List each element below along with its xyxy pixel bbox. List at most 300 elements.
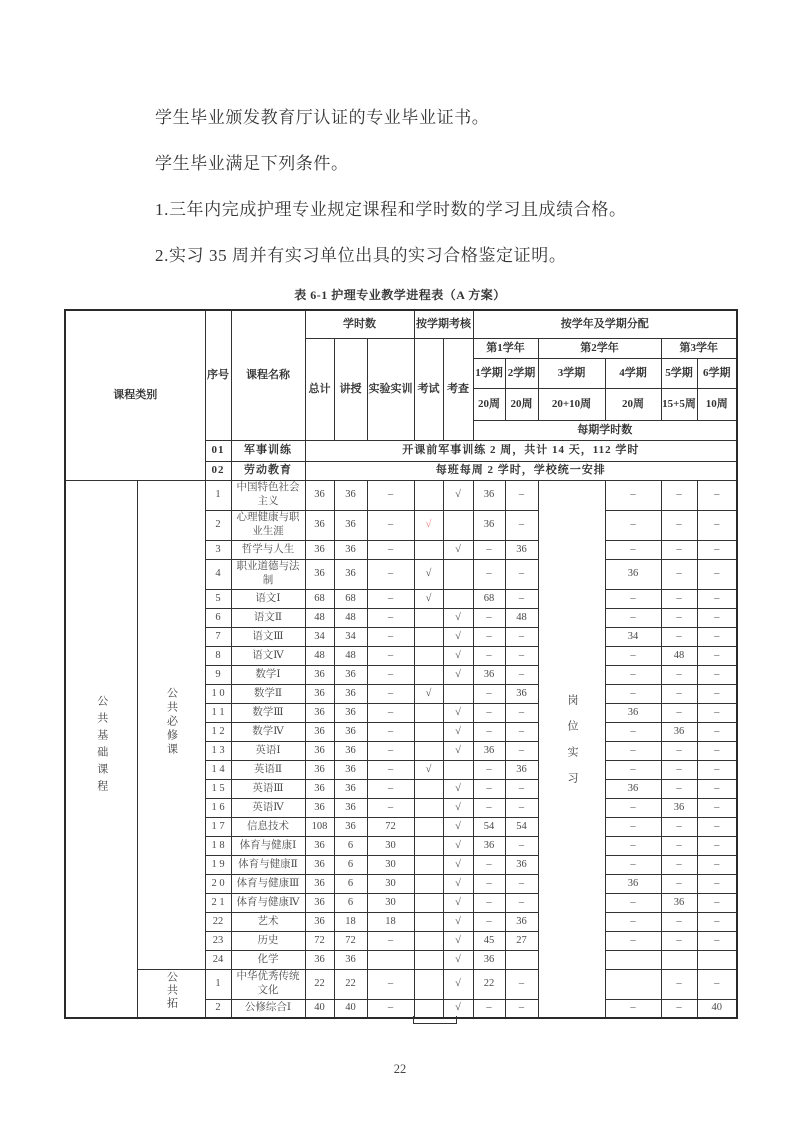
cell-s1: 36 [473,480,505,510]
header-semester-4: 4学期 [605,358,661,388]
cell-lec: 68 [334,589,367,608]
serial-cell: 1 7 [205,817,231,836]
cell-s4: – [605,510,661,540]
page-break-artifact [413,1016,457,1024]
cell-s5: – [661,760,697,779]
header-year-1: 第1学年 [473,338,538,358]
cell-prac: – [367,510,414,540]
header-hours: 学时数 [305,310,414,338]
cell-exam: √ [414,760,443,779]
header-total: 总计 [305,338,334,440]
cell-s2: – [505,722,538,741]
cell-check: √ [443,874,473,893]
cell-s2: – [505,779,538,798]
cell-s6: – [697,703,737,722]
header-check: 考查 [443,338,473,440]
serial-cell: 2 [205,510,231,540]
cell-lec: 36 [334,779,367,798]
cell-s2: – [505,559,538,589]
special-info-cell: 开课前军事训练 2 周，共计 14 天，112 学时 [305,440,737,461]
serial-cell: 22 [205,912,231,931]
cell-s2: – [505,646,538,665]
table-title: 表 6-1 护理专业教学进程表（A 方案） [294,288,506,302]
cell-s2: 48 [505,608,538,627]
serial-cell: 1 4 [205,760,231,779]
serial-cell: 1 6 [205,798,231,817]
cell-s2: – [505,589,538,608]
header-year-2: 第2学年 [538,338,661,358]
category-public-extension-label: 公共拓 [165,971,178,1011]
cell-exam [414,480,443,510]
cell-lec: 6 [334,855,367,874]
header-year-3: 第3学年 [661,338,737,358]
course-row [65,969,737,999]
cell-s4: – [605,931,661,950]
course-name-cell: 公修综合Ⅰ [231,999,305,1018]
serial-cell: 7 [205,627,231,646]
page-number: 22 [393,1062,407,1076]
paragraph-certificate: 学生毕业颁发教育厅认证的专业毕业证书。 [155,108,490,127]
cell-check [443,760,473,779]
cell-s5: – [661,589,697,608]
cell-check: √ [443,912,473,931]
paragraph-conditions: 学生毕业满足下列条件。 [155,154,349,173]
cell-s1: – [473,608,505,627]
cell-s6: 40 [697,999,737,1018]
category-public-required [137,480,205,969]
course-name-cell: 数学Ⅲ [231,703,305,722]
serial-cell: 8 [205,646,231,665]
cell-total: 36 [305,703,334,722]
cell-lec: 36 [334,540,367,559]
cell-check: √ [443,999,473,1018]
cell-s1: – [473,760,505,779]
cell-total: 36 [305,855,334,874]
serial-cell: 23 [205,931,231,950]
cell-s5: 36 [661,893,697,912]
cell-s5: – [661,855,697,874]
cell-s5: – [661,779,697,798]
course-name-cell: 军事训练 [231,440,305,461]
header-semester-6: 6学期 [697,358,737,388]
cell-exam [414,703,443,722]
cell-s1: 54 [473,817,505,836]
cell-prac: 30 [367,893,414,912]
cell-s6 [697,950,737,969]
course-name-cell: 数学Ⅱ [231,684,305,703]
serial-cell: 9 [205,665,231,684]
cell-s4: 36 [605,874,661,893]
cell-s4: – [605,760,661,779]
header-hours-per-term: 每期学时数 [473,420,737,440]
header-weeks-2: 20周 [505,388,538,420]
serial-cell: 5 [205,589,231,608]
header-semester-1: 1学期 [473,358,505,388]
cell-s5: – [661,480,697,510]
cell-total: 36 [305,912,334,931]
cell-exam [414,836,443,855]
category-public-extension [137,969,205,1018]
cell-s5: 48 [661,646,697,665]
cell-s4: – [605,912,661,931]
cell-s1: 36 [473,741,505,760]
serial-cell: 24 [205,950,231,969]
category-public-basic-courses-label: 公共基础课程 [95,695,108,798]
cell-s1: 36 [473,510,505,540]
category-public-basic-courses [65,480,137,1018]
cell-lec: 36 [334,722,367,741]
cell-prac: – [367,540,414,559]
cell-prac: – [367,969,414,999]
cell-s2: – [505,510,538,540]
cell-s6: – [697,608,737,627]
cell-s1: – [473,874,505,893]
course-name-cell: 心理健康与职业生涯 [231,510,305,540]
cell-s1: 36 [473,665,505,684]
cell-lec: 72 [334,931,367,950]
cell-lec: 36 [334,684,367,703]
cell-prac: – [367,665,414,684]
serial-cell: 4 [205,559,231,589]
cell-s1: 36 [473,950,505,969]
cell-s2: – [505,969,538,999]
cell-prac: – [367,646,414,665]
header-weeks-3: 20+10周 [538,388,605,420]
cell-lec: 36 [334,817,367,836]
cell-s4: – [605,855,661,874]
cell-lec: 6 [334,893,367,912]
cell-s1: – [473,684,505,703]
cell-total: 36 [305,722,334,741]
cell-prac: 18 [367,912,414,931]
cell-s6: – [697,931,737,950]
course-name-cell: 中华优秀传统文化 [231,969,305,999]
cell-s5: – [661,510,697,540]
serial-cell: 02 [205,461,231,480]
cell-s6: – [697,646,737,665]
serial-cell: 1 [205,480,231,510]
cell-s1: – [473,893,505,912]
cell-lec: 36 [334,510,367,540]
course-name-cell: 英语Ⅱ [231,760,305,779]
cell-s5: – [661,608,697,627]
cell-total: 48 [305,646,334,665]
cell-exam [414,779,443,798]
course-name-cell: 数学Ⅳ [231,722,305,741]
cell-prac: – [367,741,414,760]
cell-prac: – [367,627,414,646]
serial-cell: 1 [205,969,231,999]
special-info-cell: 每班每周 2 学时，学校统一安排 [305,461,737,480]
cell-s2: – [505,836,538,855]
cell-s2: – [505,798,538,817]
category-public-required-label: 公共必修课 [165,687,178,758]
cell-s6: – [697,760,737,779]
cell-check: √ [443,969,473,999]
paragraph-condition-1: 1.三年内完成护理专业规定课程和学时数的学习且成绩合格。 [155,200,627,219]
cell-s4: – [605,608,661,627]
cell-s2: – [505,874,538,893]
cell-s4: – [605,999,661,1018]
cell-s5: – [661,741,697,760]
cell-lec: 6 [334,874,367,893]
cell-s5: – [661,665,697,684]
cell-check: √ [443,779,473,798]
cell-check: √ [443,608,473,627]
cell-check: √ [443,798,473,817]
cell-s1: – [473,703,505,722]
cell-s6: – [697,874,737,893]
cell-lec: 36 [334,798,367,817]
cell-exam [414,540,443,559]
cell-s4: – [605,893,661,912]
cell-s6: – [697,480,737,510]
course-name-cell: 语文Ⅱ [231,608,305,627]
cell-exam [414,627,443,646]
cell-check: √ [443,836,473,855]
cell-s2 [505,950,538,969]
internship-cell-label: 岗位实习 [566,694,579,799]
cell-s5: 36 [661,722,697,741]
cell-lec: 34 [334,627,367,646]
cell-lec: 36 [334,741,367,760]
cell-s5: – [661,874,697,893]
cell-s5: – [661,559,697,589]
serial-cell: 1 1 [205,703,231,722]
cell-total: 22 [305,969,334,999]
cell-lec: 36 [334,665,367,684]
cell-s6: – [697,741,737,760]
cell-s2: 54 [505,817,538,836]
cell-s4 [605,950,661,969]
cell-prac: – [367,760,414,779]
cell-s2: – [505,741,538,760]
header-weeks-6: 10周 [697,388,737,420]
course-name-cell: 体育与健康Ⅲ [231,874,305,893]
cell-s1: – [473,779,505,798]
cell-prac: – [367,931,414,950]
cell-s5: – [661,931,697,950]
cell-lec: 6 [334,836,367,855]
cell-exam [414,665,443,684]
cell-s5: – [661,684,697,703]
cell-s6: – [697,510,737,540]
serial-cell: 1 5 [205,779,231,798]
course-name-cell: 英语Ⅲ [231,779,305,798]
header-assessment: 按学期考核 [414,310,473,338]
course-name-cell: 体育与健康Ⅱ [231,855,305,874]
cell-s4: – [605,646,661,665]
cell-s2: – [505,665,538,684]
cell-s5: – [661,999,697,1018]
cell-total: 68 [305,589,334,608]
cell-s2: – [505,999,538,1018]
cell-s4: 36 [605,559,661,589]
header-semester-2: 2学期 [505,358,538,388]
serial-cell: 1 8 [205,836,231,855]
cell-prac: – [367,999,414,1018]
course-name-cell: 数学Ⅰ [231,665,305,684]
cell-check: √ [443,893,473,912]
cell-prac: – [367,684,414,703]
cell-s1: – [473,559,505,589]
cell-s4: – [605,722,661,741]
serial-cell: 2 1 [205,893,231,912]
cell-prac [367,950,414,969]
cell-s2: 36 [505,760,538,779]
cell-total: 36 [305,760,334,779]
cell-exam [414,608,443,627]
cell-check: √ [443,665,473,684]
cell-s6: – [697,722,737,741]
course-name-cell: 体育与健康Ⅰ [231,836,305,855]
cell-check: √ [443,741,473,760]
cell-s1: – [473,798,505,817]
cell-lec: 18 [334,912,367,931]
cell-prac: – [367,608,414,627]
cell-s6: – [697,969,737,999]
cell-exam: √ [414,559,443,589]
cell-check [443,589,473,608]
cell-s5 [661,950,697,969]
cell-s4: – [605,798,661,817]
course-name-cell: 艺术 [231,912,305,931]
cell-s5: – [661,703,697,722]
cell-s4: 36 [605,703,661,722]
cell-s5: – [661,912,697,931]
course-name-cell: 职业道德与法制 [231,559,305,589]
header-practice: 实验实训 [367,338,414,440]
cell-lec: 36 [334,480,367,510]
cell-check [443,684,473,703]
cell-s6: – [697,893,737,912]
cell-exam: √ [414,510,443,540]
header-semester-5: 5学期 [661,358,697,388]
cell-check: √ [443,703,473,722]
cell-prac: – [367,559,414,589]
serial-cell: 3 [205,540,231,559]
cell-lec: 48 [334,608,367,627]
cell-s2: 36 [505,912,538,931]
cell-s6: – [697,589,737,608]
cell-s4: 34 [605,627,661,646]
cell-s1: 68 [473,589,505,608]
cell-s6: – [697,779,737,798]
teaching-schedule-table [64,309,738,1019]
cell-total: 36 [305,741,334,760]
cell-exam [414,855,443,874]
serial-cell: 1 0 [205,684,231,703]
cell-s2: 36 [505,684,538,703]
cell-exam [414,646,443,665]
cell-check: √ [443,931,473,950]
cell-total: 36 [305,779,334,798]
cell-total: 36 [305,480,334,510]
course-name-cell: 劳动教育 [231,461,305,480]
cell-total: 36 [305,798,334,817]
header-semester-3: 3学期 [538,358,605,388]
cell-total: 36 [305,874,334,893]
cell-s5: – [661,969,697,999]
header-course-category: 课程类别 [65,310,205,480]
cell-s4 [605,969,661,999]
course-name-cell: 历史 [231,931,305,950]
cell-total: 36 [305,836,334,855]
cell-prac: – [367,480,414,510]
cell-s4: – [605,540,661,559]
serial-cell: 1 3 [205,741,231,760]
cell-prac: 30 [367,836,414,855]
cell-exam [414,798,443,817]
cell-lec: 22 [334,969,367,999]
cell-s4: – [605,684,661,703]
cell-check: √ [443,722,473,741]
cell-s4: – [605,589,661,608]
cell-exam [414,817,443,836]
cell-s2: – [505,703,538,722]
cell-s2: – [505,627,538,646]
header-exam: 考试 [414,338,443,440]
header-lecture: 讲授 [334,338,367,440]
cell-prac: 72 [367,817,414,836]
cell-total: 72 [305,931,334,950]
course-name-cell: 语文Ⅰ [231,589,305,608]
cell-total: 40 [305,999,334,1018]
cell-check: √ [443,627,473,646]
cell-total: 48 [305,608,334,627]
serial-cell: 2 0 [205,874,231,893]
course-row [65,480,737,510]
cell-lec: 36 [334,559,367,589]
cell-s4: 36 [605,779,661,798]
cell-exam: √ [414,589,443,608]
serial-cell: 1 9 [205,855,231,874]
cell-prac: – [367,589,414,608]
cell-exam [414,893,443,912]
cell-exam [414,722,443,741]
cell-check: √ [443,480,473,510]
serial-cell: 1 2 [205,722,231,741]
cell-s6: – [697,855,737,874]
cell-exam [414,969,443,999]
header-row-1 [65,310,737,338]
cell-lec: 48 [334,646,367,665]
cell-exam: √ [414,684,443,703]
cell-prac: – [367,798,414,817]
course-name-cell: 语文Ⅳ [231,646,305,665]
cell-exam [414,874,443,893]
cell-s2: 36 [505,855,538,874]
cell-s4: – [605,817,661,836]
cell-exam [414,931,443,950]
cell-lec: 40 [334,999,367,1018]
cell-prac: 30 [367,874,414,893]
serial-cell: 6 [205,608,231,627]
cell-s5: – [661,627,697,646]
course-name-cell: 信息技术 [231,817,305,836]
cell-lec: 36 [334,950,367,969]
cell-total: 36 [305,559,334,589]
cell-s4: – [605,480,661,510]
cell-exam [414,912,443,931]
course-name-cell: 体育与健康Ⅳ [231,893,305,912]
course-name-cell: 中国特色社会主义 [231,480,305,510]
cell-s1: – [473,999,505,1018]
cell-s1: – [473,646,505,665]
cell-total: 36 [305,665,334,684]
cell-s6: – [697,798,737,817]
cell-s1: – [473,540,505,559]
